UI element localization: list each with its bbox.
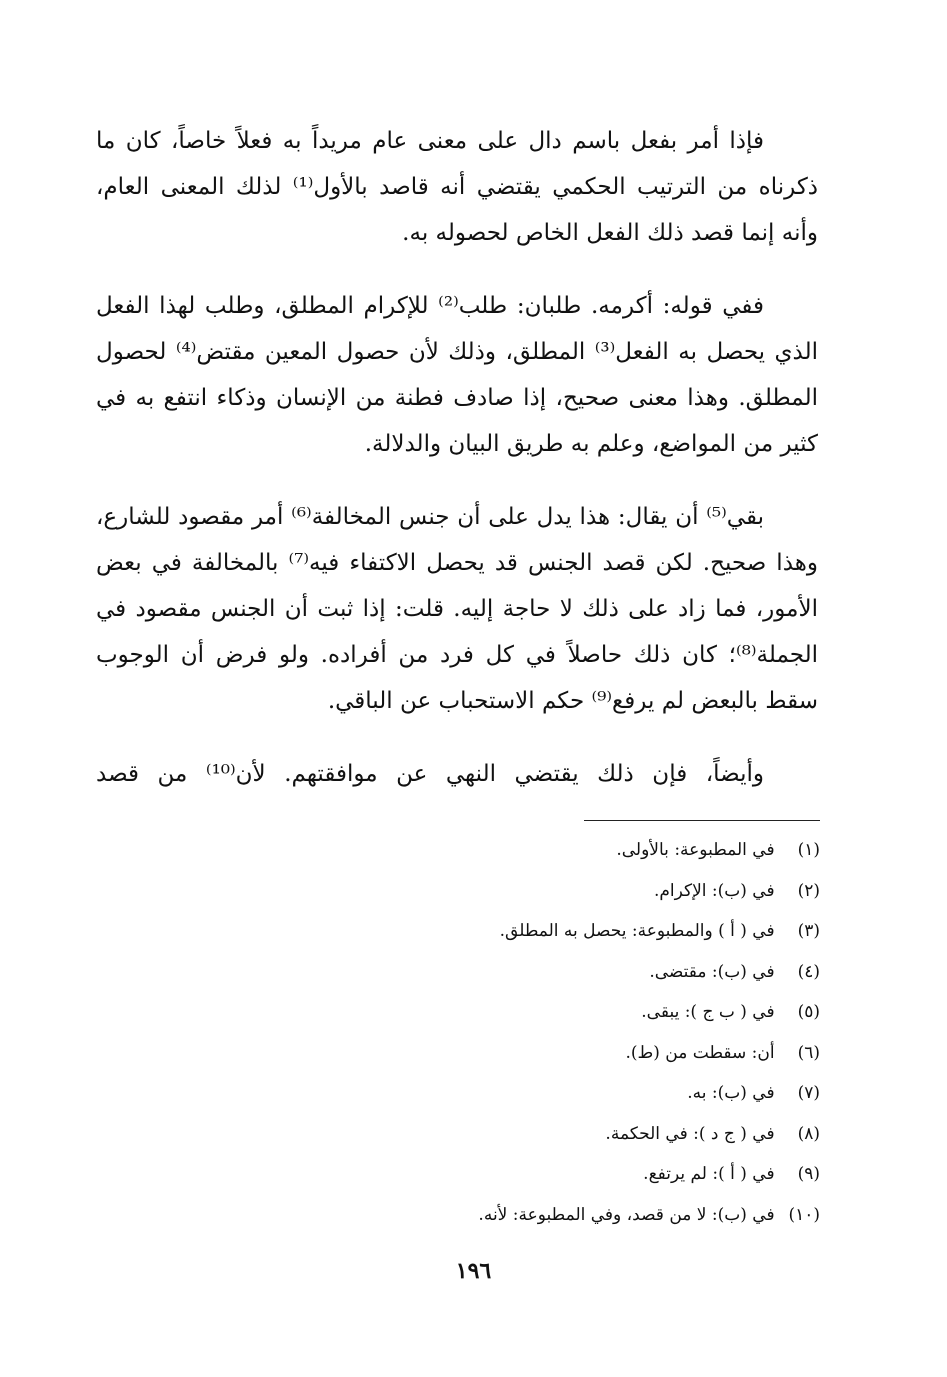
footnote-item — [300, 1154, 820, 1195]
footnote-item — [300, 992, 820, 1033]
footnotes-list — [300, 830, 820, 1235]
footnote-item — [300, 871, 820, 912]
footnote-number: (٨) — [797, 1123, 820, 1144]
footnote-text: في ( أ ) والمطبوعة: يحصل به المطلق. — [499, 921, 775, 941]
footnote-divider — [584, 820, 820, 821]
footnote-text: في (ب): به. — [687, 1083, 775, 1103]
footnote-item — [300, 1195, 820, 1236]
footnote-text: أن: سقطت من (ط). — [625, 1042, 775, 1063]
footnote-item — [300, 952, 820, 993]
footnote-text: في ( ج د ): في الحكمة. — [605, 1123, 775, 1144]
footnote-number: (٥) — [797, 1002, 820, 1022]
paragraph-3: بقي⁽⁵⁾ أن يقال: هذا يدل على أن جنس المخالفة⁽⁶⁾ أمر مقصود للشارع، وهذا صحيح. لكن قصد الجنس قد يحصل الاكتفاء فيه⁽⁷⁾ بالمخالفة في بعض الأمور، فما زاد على ذلك لا حاجة إليه. قلت: إذا ثبت أن الجنس مقصود في الجملة⁽⁸⁾؛ كان ذلك حاصلاً في كل فرد من أفراده. ولو فرض أن الوجوب سقط بالبعض لم يرفع⁽⁹⁾ حكم الاستحباب عن الباقي. — [96, 504, 818, 714]
footnote-item — [300, 1114, 820, 1155]
footnote-number: (٤) — [797, 961, 820, 982]
footnote-text: في (ب): لا من قصد، وفي المطبوعة: لأنه. — [478, 1204, 775, 1225]
footnote-text: في المطبوعة: بالأولى. — [616, 840, 775, 860]
paragraph-2: ففي قوله: أكرمه. طلبان: طلب⁽²⁾ للإكرام المطلق، وطلب لهذا الفعل الذي يحصل به الفعل⁽³⁾ المطلق، وذلك لأن حصول المعين مقتض⁽⁴⁾ لحصول المطلق. وهذا معنى صحيح، إذا صادف فطنة من الإنسان وذكاء انتفع به في كثير من المواضع، وعلم به طريق البيان والدلالة. — [96, 293, 818, 457]
footnote-number: (٧) — [797, 1083, 820, 1103]
footnote-text: في ( ب ج ): يبقى. — [641, 1002, 775, 1022]
footnote-text: في ( أ ): لم يرتفع. — [643, 1164, 775, 1184]
footnote-text: في (ب): الإكرام. — [653, 880, 775, 901]
paragraph-1: فإذا أمر بفعل باسم دال على معنى عام مريداً به فعلاً خاصاً، كان ما ذكرناه من الترتيب الحكمي يقتضي أنه قاصد بالأول⁽¹⁾ لذلك المعنى العام، وأنه إنما قصد ذلك الفعل الخاص لحصوله به. — [96, 128, 819, 246]
footnote-item — [300, 830, 820, 871]
footnote-item — [300, 1033, 820, 1074]
footnote-number: (٩) — [797, 1164, 820, 1184]
footnote-number: (٦) — [797, 1042, 820, 1063]
page-number: ١٩٦ — [455, 1258, 492, 1284]
footnote-item — [300, 1073, 820, 1114]
footnote-text: في (ب): مقتضى. — [649, 961, 775, 982]
footnote-number: (٣) — [797, 921, 820, 941]
main-text — [96, 118, 818, 797]
paragraph-4: وأيضاً، فإن ذلك يقتضي النهي عن موافقتهم. لأن⁽¹⁰⁾ من قصد — [96, 761, 764, 787]
footnote-item — [300, 911, 820, 952]
footnote-number: (١٠) — [788, 1204, 820, 1225]
footnote-number: (٢) — [797, 880, 820, 901]
footnote-number: (١) — [797, 840, 820, 860]
